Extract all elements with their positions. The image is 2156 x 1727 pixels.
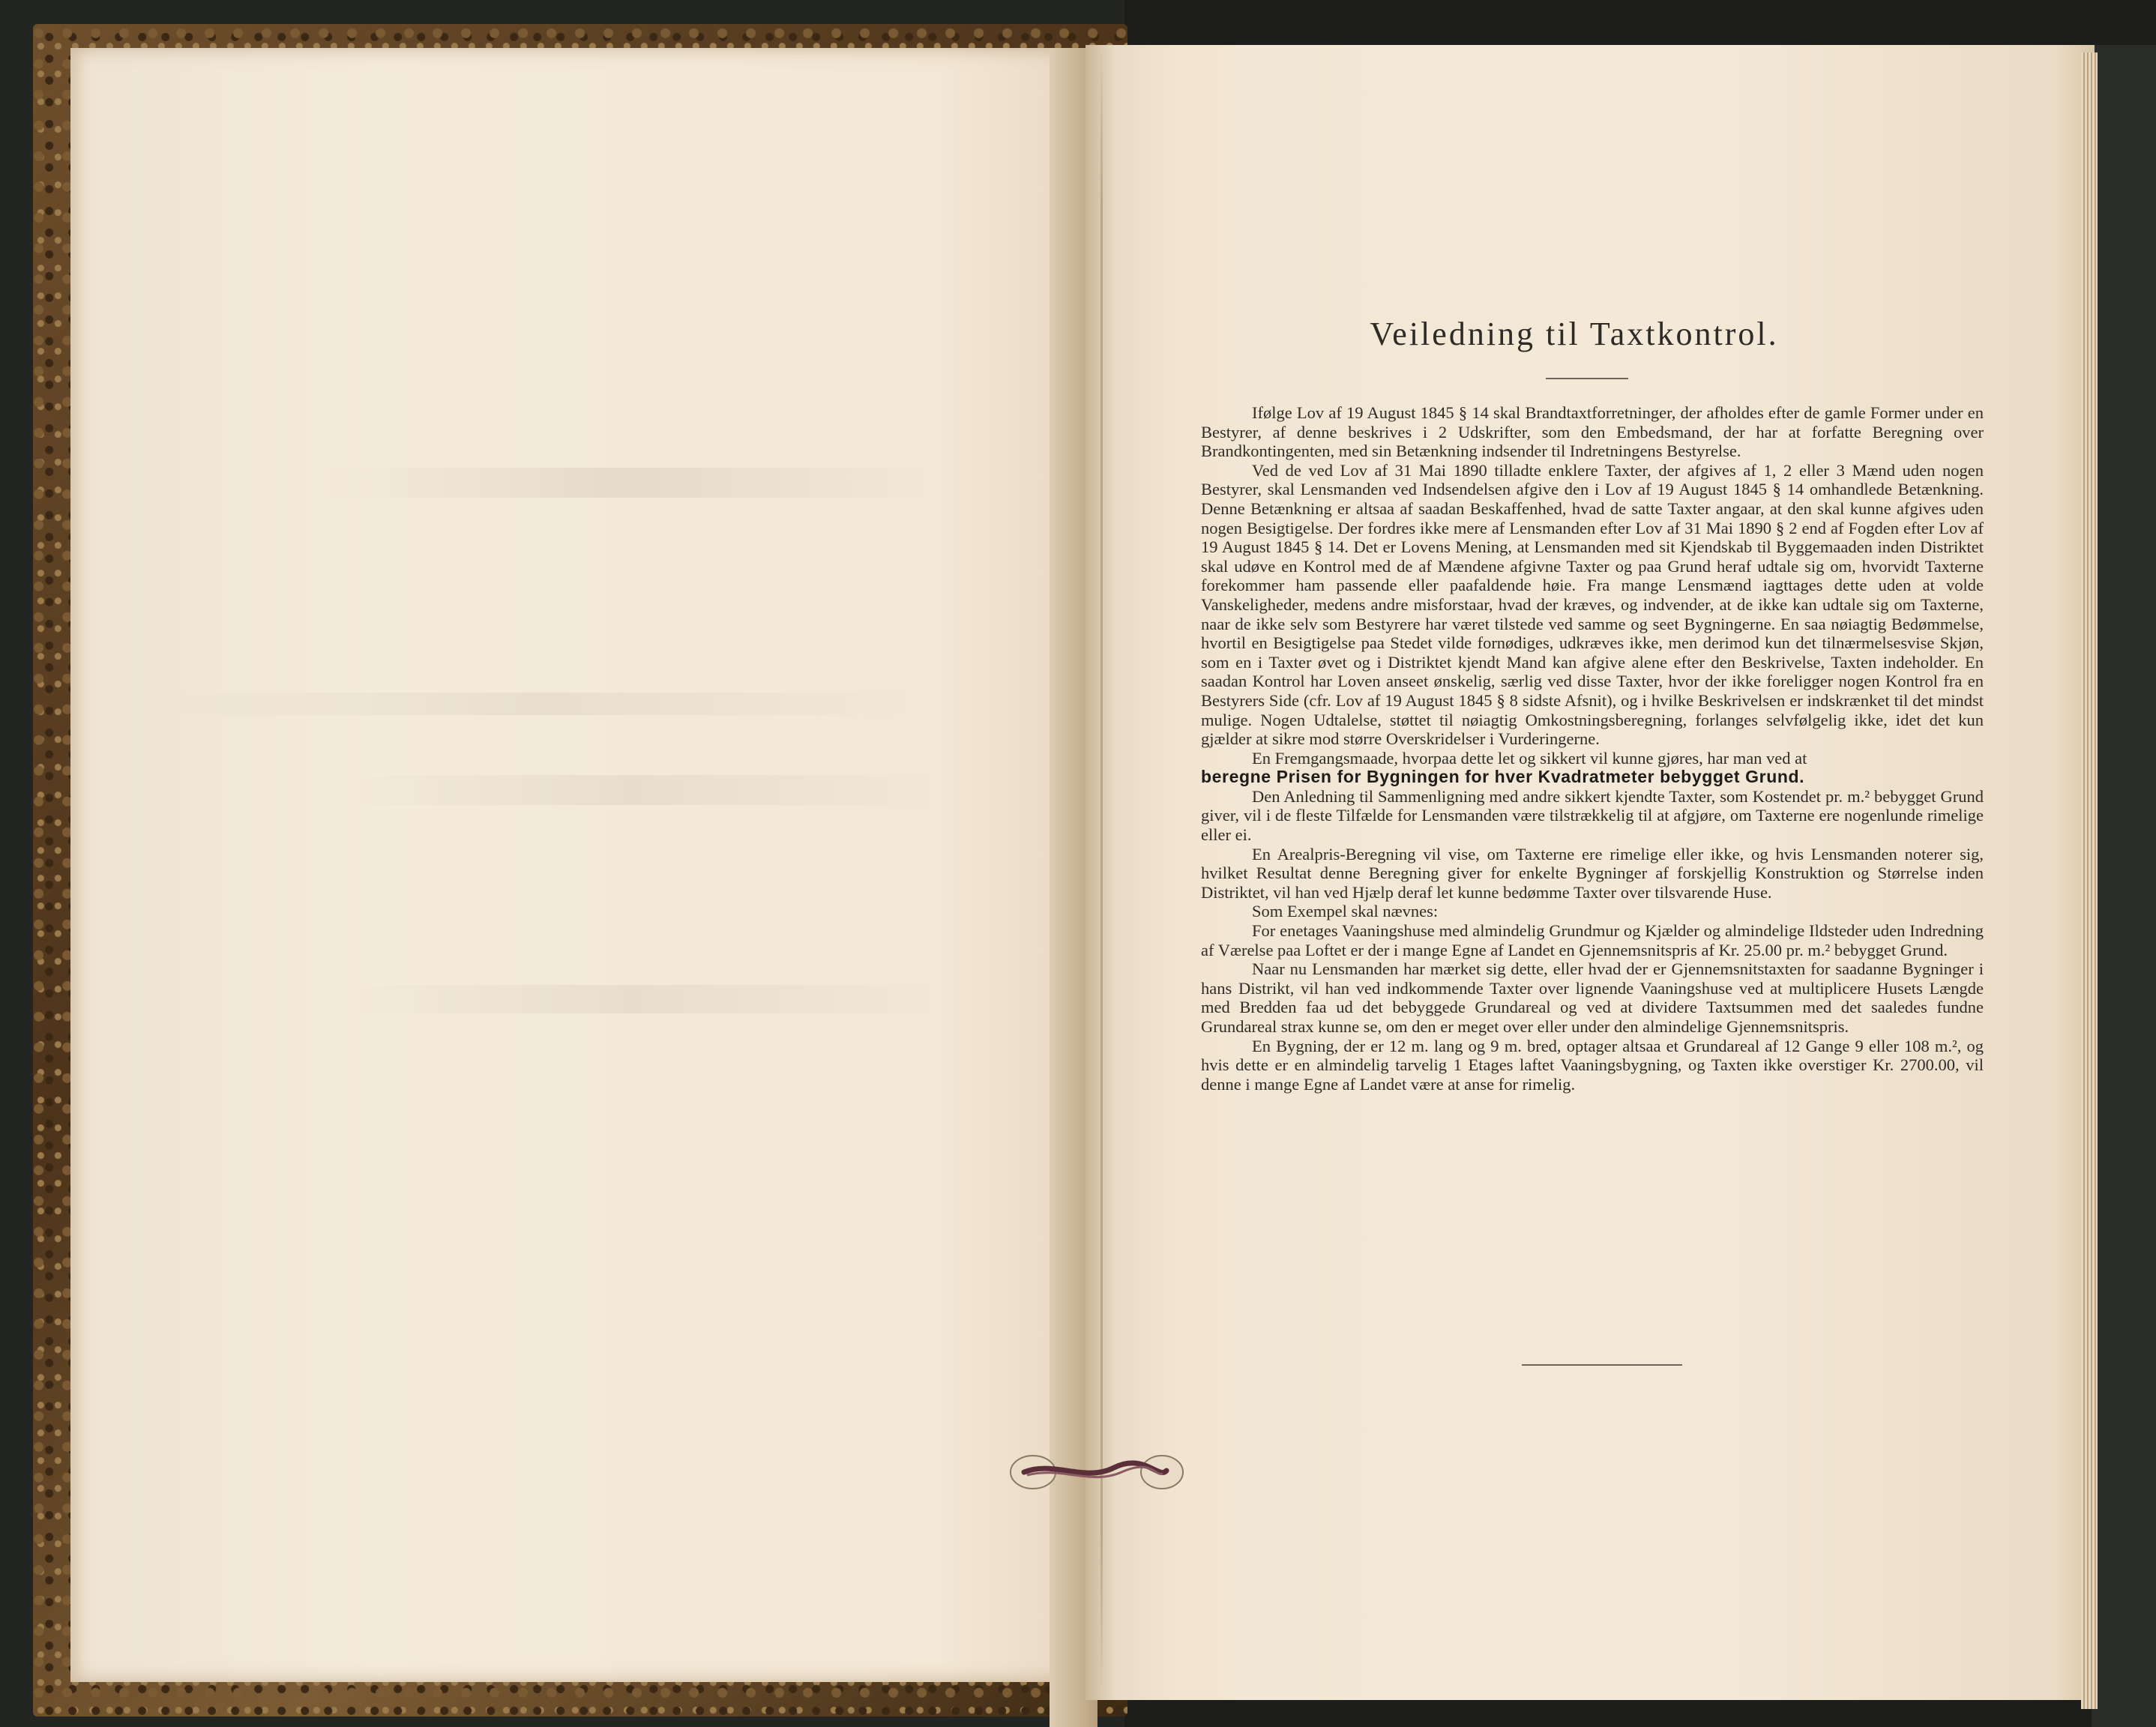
binding-thread [1002,1450,1189,1495]
paragraph: En Bygning, der er 12 m. lang og 9 m. bred, optager altsaa et Grundareal af 12 Gange 9 eller 108 m.², og hvis dette er en almindelig tarvelig 1 Etages laftet Vaaningsbygning, og Taxten ikke overstiger Kr. 2700.00, vil denne i mange Egne af Landet være at anse for rimelig. [1201,1036,1984,1094]
book-cover-right [2092,45,2156,1727]
page-edge-stack [2081,52,2098,1709]
title-divider [1546,378,1628,379]
paragraph: En Arealpris-Beregning vil vise, om Taxterne ere rimelige eller ikke, og hvis Lensmanden noterer sig, hvilket Resultat denne Beregning giver for enkelte Bygninger af forskjellig Konstruktion og Størrelse inden Distriktet, vil han ved Hjælp deraf let kunne bedømme Taxter over tilsvarende Huse. [1201,844,1984,902]
bleed-through-block [325,985,940,1013]
bleed-through-block [168,693,918,715]
left-page [70,48,1093,1682]
document-title: Veiledning til Taxtkontrol. [1370,316,1779,352]
spine-fold [1100,45,1103,1694]
paragraph: Den Anledning til Sammenligning med andre sikkert kjendte Taxter, som Kostendet pr. m.² bebygget Grund giver, vil i de fleste Tilfælde for Lensmanden være tilstrækkelig til at afgjøre, om Taxterne ere nogenlunde rimelige eller ei. [1201,786,1984,845]
bleed-through-block [318,468,933,498]
bleed-through-block [325,775,940,805]
paragraph: Naar nu Lensmanden har mærket sig dette, eller hvad der er Gjennemsnitstaxten for saadanne Bygninger i hans Distrikt, vil han ved indkommende Taxter over lignende Vaaningshuse ved at multiplicere Husets Længde med Bredden faa ud det bebyggede Grundareal og ved at dividere Taxtsummen med det saaledes fundne Grundareal strax kunne se, om den er meget over eller under den almindelige Gjennemsnitspris. [1201,959,1984,1036]
paragraph: En Fremgangsmaade, hvorpaa dette let og sikkert vil kunne gjøres, har man ved at [1252,748,1807,768]
paragraph: For enetages Vaaningshuse med almindelig Grundmur og Kjælder og almindelige Ildsteder uden Indredning af Værelse paa Loftet er der i mange Egne af Landet en Gjennemsnitspris af Kr. 25.00 pr. m.² bebygget Grund. [1201,921,1984,959]
paragraph: Ved de ved Lov af 31 Mai 1890 tilladte enklere Taxter, der afgives af 1, 2 eller 3 Mænd uden nogen Bestyrer, skal Lensmanden ved Indsendelsen afgive den i Lov af 19 August 1845 § 14 omhandlede Betænkning. Denne Betænkning er altsaa af saadan Beskaffenhed, hvad de satte Taxter angaar, at den skal kunne afgives uden nogen Besigtigelse. Der fordres ikke mere af Lensmanden efter Lov af 31 Mai 1890 § 2 end af Fogden efter Lov af 19 August 1845 § 14. Det er Lovens Mening, at Lensmanden med sit Kjendskab til Byggemaaden inden Distriktet skal udøve en Kontrol med de af Mændene afgivne Taxter og paa Grund heraf udtale sig om, hvorvidt Taxterne forekommer ham passende eller paafaldende høie. Fra mange Lensmænd iagttages dette uden at volde Vanskeligheder, medens andre misforstaar, hvad der kræves, og indvender, at de ikke kan udtale sig om Taxterne, naar de ikke selv som Bestyrere har været tilstede ved samme og seet Bygningerne. En saa nøiagtig Bedømmelse, hvortil en Besigtigelse paa Stedet vilde fornødiges, udkræves ikke, men derimod kun det tilnærmelsesvise Skjøn, som en i Taxter øvet og i Distriktet kjendt Mand kan afgive alene efter den Beskrivelse, Taxten indeholder. En saadan Kontrol har Loven anseet ønskelig, særlig ved disse Taxter, hvor der ikke foreligger nogen Kontrol fra en Bestyrers Side (cfr. Lov af 19 August 1845 § 8 sidste Afsnit), og i hvilke Beskrivelsen er indskrænket til det mindst mulige. Nogen Udtalelse, støttet til nøiagtig Omkostningsberegning, forlanges selvfølgelig ikke, idet det kun gjælder at sikre mod større Overskridelser i Vurderingerne. [1201,460,1984,749]
closing-divider [1522,1364,1682,1366]
emphasized-line: beregne Prisen for Bygningen for hver Kvadratmeter bebygget Grund. [1201,767,1805,787]
document-body [1201,403,1984,1094]
paragraph: Som Exempel skal nævnes: [1252,902,1439,921]
paragraph: Ifølge Lov af 19 August 1845 § 14 skal Brandtaxtforretninger, der afholdes efter de gamle Former under en Bestyrer, af denne beskrives i 2 Udskrifter, som den Embedsmand, der har at forfatte Beregning over Brandkontingenten, med sin Betænkning indsender til Indretningens Bestyrelse. [1201,403,1984,461]
